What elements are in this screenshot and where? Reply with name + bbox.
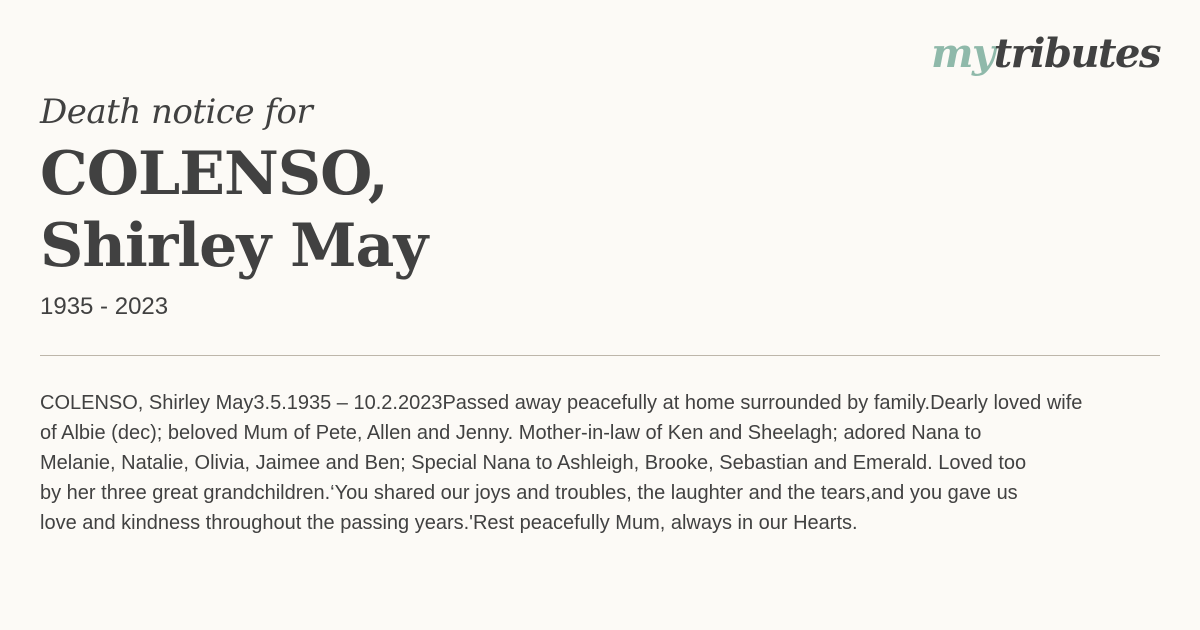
notice-kicker: Death notice for	[40, 92, 313, 132]
deceased-name	[40, 138, 427, 282]
section-divider	[40, 355, 1160, 356]
logo-suffix: tributes	[993, 30, 1160, 77]
deceased-surname: COLENSO,	[40, 139, 388, 209]
notice-body: COLENSO, Shirley May3.5.1935 – 10.2.2023Passed away peacefully at home surrounded by family.Dearly loved wife of Albie (dec); beloved Mum of Pete, Allen and Jenny. Mother-in-law of Ken and Sheelagh; adored Nana to Melanie, Natalie, Olivia, Jaimee and Ben; Special Nana to Ashleigh, Brooke, Sebastian and Emerald. Loved too by her three great grandchildren.‘You shared our joys and troubles, the laughter and the tears,and you gave us love and kindness throughout the passing years.'Rest peacefully Mum, always in our Hearts.	[40, 392, 1083, 534]
mytributes-logo	[931, 30, 1160, 77]
logo-prefix: my	[931, 30, 994, 77]
life-dates: 1935 - 2023	[40, 293, 169, 320]
deceased-given-names: Shirley May	[40, 211, 428, 281]
